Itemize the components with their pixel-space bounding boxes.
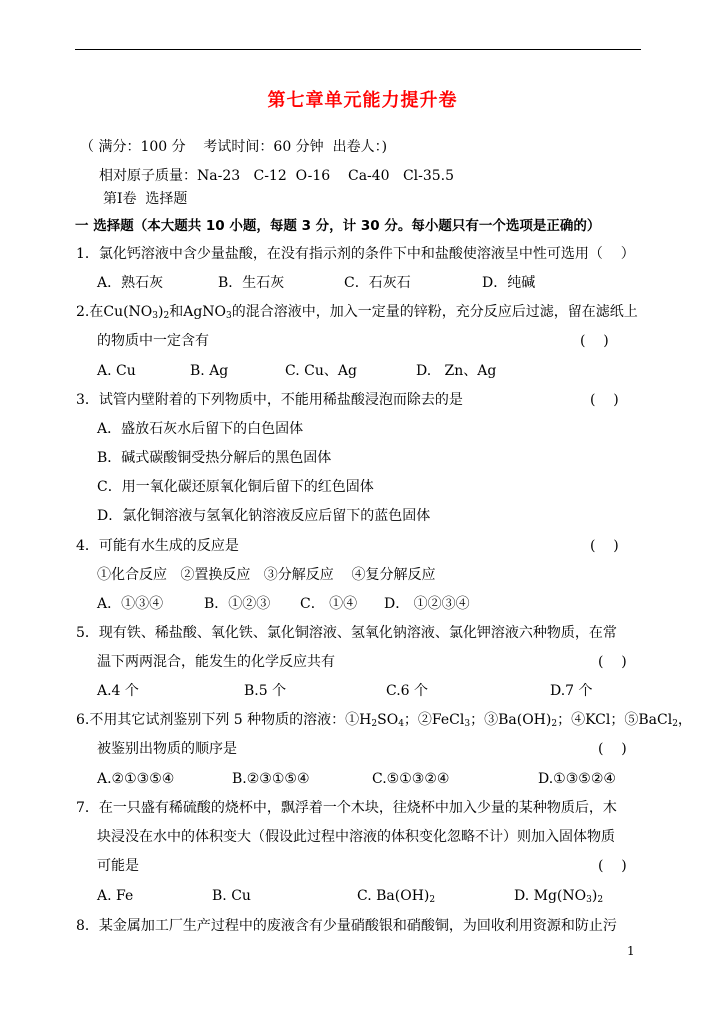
q2-option-a: A. Cu	[97, 363, 136, 379]
q7-option-d: D. $Mg(NO_3)_2$	[514, 888, 604, 905]
q6-stem: 6.不用其它试剂鉴别下列 5 种物质的溶液：$①H_2SO_4$；②FeCl$_3$；$③Ba(OH)_2$；④KCl；⑤BaCl$_2$，	[76, 712, 692, 729]
q5-option-d: D.7 个	[550, 683, 593, 699]
q5-stem-line2: 温下两两混合，能发生的化学反应共有	[97, 654, 335, 670]
q2-option-d: D. Zn、Ag	[416, 363, 497, 379]
atomic-masses: 相对原子质量：Na-23 C-12 O-16 Ca-40 Cl-35.5	[99, 168, 455, 184]
q3-option-d: D．氯化铜溶液与氢氧化钠溶液反应后留下的蓝色固体	[97, 508, 431, 524]
q7-stem-line3: 可能是	[97, 858, 139, 874]
q4-stem: 4．可能有水生成的反应是	[76, 538, 239, 554]
q3-answer-paren: ( )	[590, 392, 619, 408]
q5-option-b: B.5 个	[244, 683, 287, 699]
page-number: 1	[627, 944, 635, 958]
q2-stem-line2: 的物质中一定含有	[97, 333, 209, 349]
header-rule	[75, 49, 641, 50]
q7-stem: 7．在一只盛有稀硫酸的烧杯中，飘浮着一个木块，往烧杯中加入少量的某种物质后，木	[76, 800, 617, 816]
q5-option-c: C.6 个	[386, 683, 429, 699]
q7-option-b: B. Cu	[212, 888, 251, 904]
page-title: 第七章单元能力提升卷	[267, 90, 458, 111]
q5-answer-paren: ( )	[598, 654, 627, 670]
q8-stem: 8．某金属加工厂生产过程中的废液含有少量硝酸银和硝酸铜，为回收利用资源和防止污	[76, 918, 617, 934]
q4-answer-paren: ( )	[590, 538, 619, 554]
q6-answer-paren: ( )	[598, 741, 627, 757]
q3-stem: 3．试管内壁附着的下列物质中，不能用稀盐酸浸泡而除去的是	[76, 392, 463, 408]
q1-option-c: C．石灰石	[344, 275, 411, 291]
q3-option-a: A．盛放石灰水后留下的白色固体	[97, 421, 304, 437]
q1-option-a: A．熟石灰	[97, 275, 164, 291]
q6-option-c: C.⑤①③②④	[372, 771, 450, 787]
q2-option-b: B. Ag	[190, 363, 229, 379]
q4-option-b: B．①②③	[204, 596, 271, 612]
exam-info: （ 满分：100 分 考试时间：60 分钟 出卷人：)	[80, 139, 388, 155]
q4-option-c: C． ①④	[300, 596, 358, 612]
q6-stem-line2: 被鉴别出物质的顺序是	[97, 741, 237, 757]
q1-option-b: B．生石灰	[218, 275, 285, 291]
volume-heading: 第Ⅰ卷 选择题	[103, 191, 188, 207]
q4-reaction-types: ①化合反应 ②置换反应 ③分解反应 ④复分解反应	[97, 567, 436, 583]
q7-answer-paren: ( )	[598, 858, 627, 874]
q7-stem-line2: 块浸没在水中的体积变大（假设此过程中溶液的体积变化忽略不计）则加入固体物质	[97, 829, 615, 845]
q7-option-a: A. Fe	[97, 888, 134, 904]
section-heading: 一 选择题（本大题共 10 小题，每题 3 分，计 30 分。每小题只有一个选项是正确的）	[75, 218, 601, 234]
q4-option-a: A．①③④	[97, 596, 164, 612]
q6-option-b: B.②③①⑤④	[232, 771, 310, 787]
q5-stem: 5．现有铁、稀盐酸、氧化铁、氯化铜溶液、氢氧化钠溶液、氯化钾溶液六种物质，在常	[76, 625, 617, 641]
q5-option-a: A.4 个	[97, 683, 139, 699]
q7-option-c: C. $Ba(OH)_2$	[357, 888, 436, 905]
q2-option-c: C. Cu、Ag	[285, 363, 357, 379]
q3-option-c: C．用一氧化碳还原氧化铜后留下的红色固体	[97, 479, 374, 495]
q6-option-a: A.②①③⑤④	[97, 771, 175, 787]
q2-stem: 2.在$Cu(NO_3)_2$和AgNO$_3$的混合溶液中，加入一定量的锌粉，充分反应后过滤，留在滤纸上	[76, 304, 638, 321]
q3-option-b: B．碱式碳酸铜受热分解后的黑色固体	[97, 450, 332, 466]
q4-option-d: D． ①②③④	[384, 596, 470, 612]
q1-stem: 1．氯化钙溶液中含少量盐酸，在没有指示剂的条件下中和盐酸使溶液呈中性可选用（ ）	[76, 246, 635, 262]
q6-option-d: D.①③⑤②④	[538, 771, 616, 787]
q1-option-d: D．纯碱	[482, 275, 536, 291]
q2-answer-paren: ( )	[580, 333, 609, 349]
